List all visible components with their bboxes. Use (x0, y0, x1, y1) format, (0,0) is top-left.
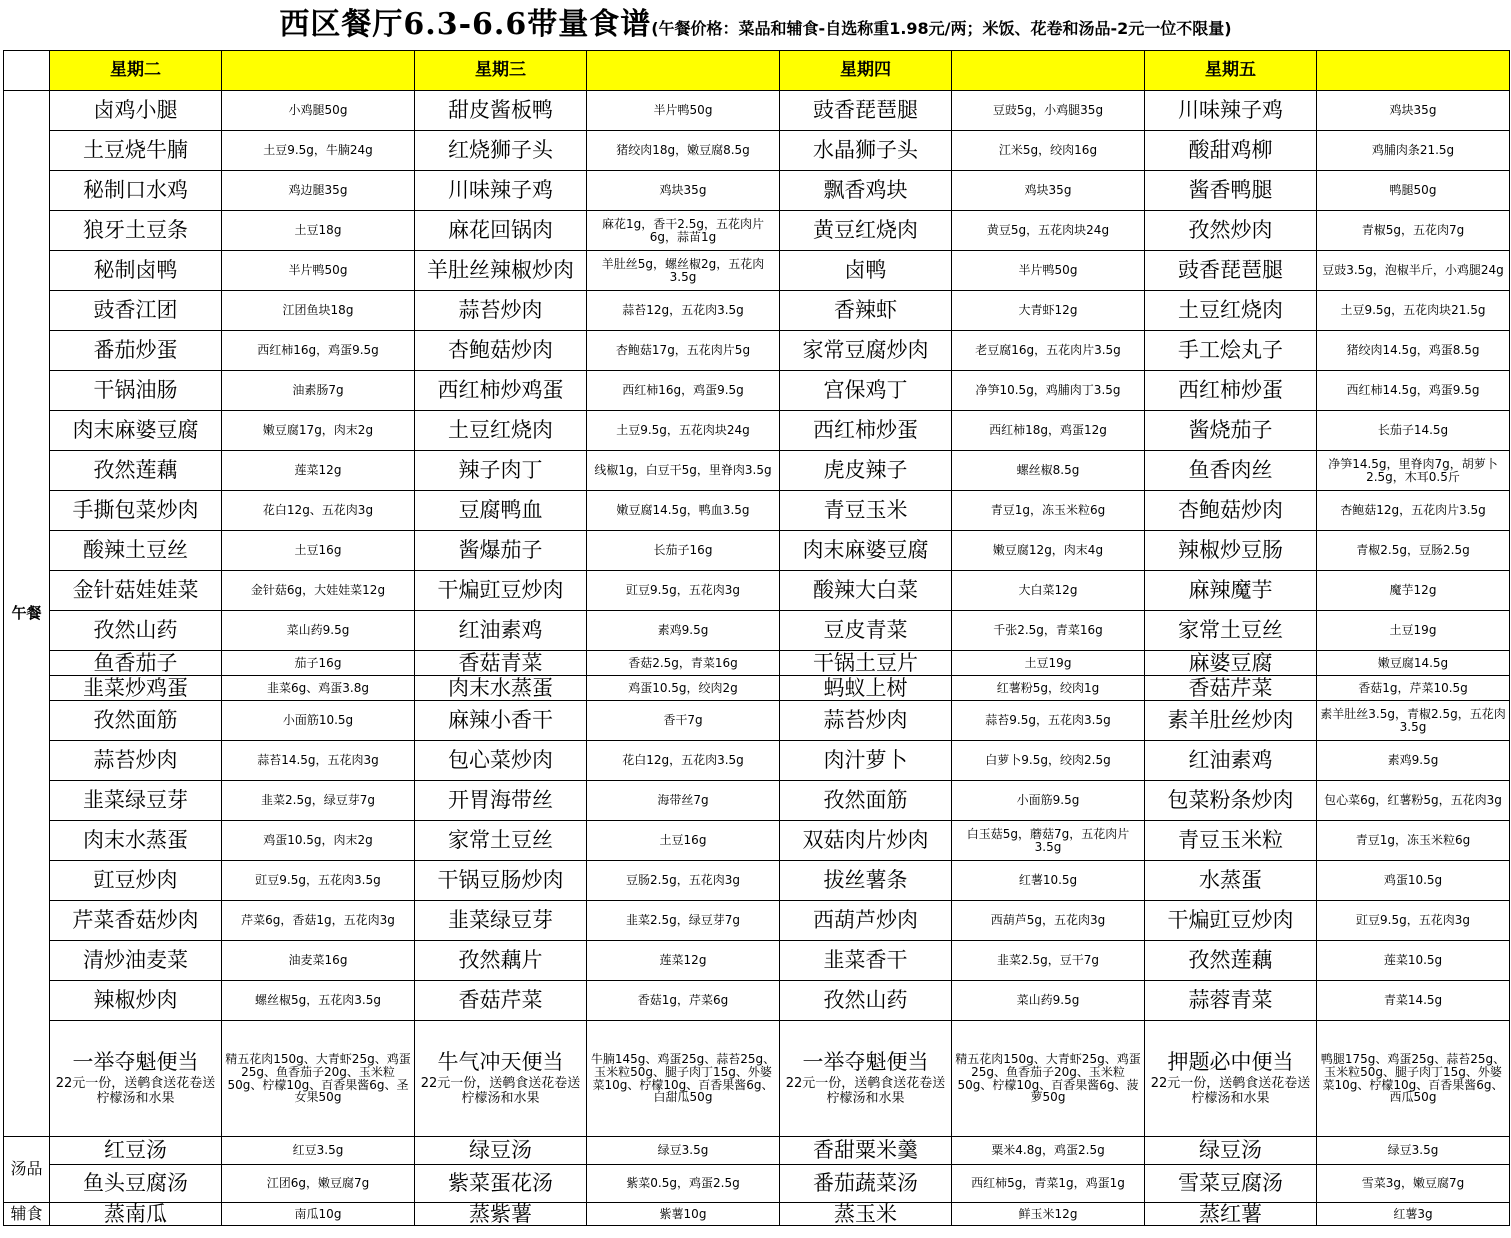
menu-row (4, 821, 1510, 861)
dish-name: 韭菜香干 (780, 941, 952, 981)
ingredient-amounts: 羊肚丝5g，螺丝椒2g，五花肉3.5g (587, 251, 780, 291)
ingredient-amounts: 香菇2.5g，青菜16g (587, 651, 780, 676)
ingredient-amounts: 香干7g (587, 701, 780, 741)
ingredient-amounts: 蒜苔9.5g，五花肉3.5g (952, 701, 1145, 741)
dish-name: 西葫芦炒肉 (780, 901, 952, 941)
ingredient-amounts: 红薯粉5g，绞肉1g (952, 676, 1145, 701)
bento-cell (1145, 1021, 1317, 1137)
menu-row (4, 981, 1510, 1021)
dish-name: 水晶狮子头 (780, 131, 952, 171)
dish-name: 卤鸡小腿 (50, 91, 222, 131)
menu-row (4, 171, 1510, 211)
menu-row (4, 701, 1510, 741)
ingredient-amounts: 猪绞肉14.5g，鸡蛋8.5g (1317, 331, 1510, 371)
bento-cell (780, 1021, 952, 1137)
dish-name: 孜然面筋 (50, 701, 222, 741)
dish-name: 孜然山药 (780, 981, 952, 1021)
dish-name: 豉香琵琶腿 (780, 91, 952, 131)
ingredient-amounts: 鸡蛋10.5g (1317, 861, 1510, 901)
bento-ingredients: 精五花肉150g、大青虾25g、鸡蛋25g、鱼香茄子20g、玉米粒50g、柠檬10g、百香果酱6g、菠萝50g (952, 1021, 1145, 1137)
ingredient-amounts: 莲菜12g (222, 451, 415, 491)
dish-name: 酱爆茄子 (415, 531, 587, 571)
dish-name: 孜然面筋 (780, 781, 952, 821)
ingredient-amounts: 豆豉3.5g，泡椒半斤，小鸡腿24g (1317, 251, 1510, 291)
dish-name: 麻辣魔芋 (1145, 571, 1317, 611)
ingredient-amounts: 青椒2.5g，豆肠2.5g (1317, 531, 1510, 571)
dish-name: 麻婆豆腐 (1145, 651, 1317, 676)
ingredient-amounts: 素鸡9.5g (587, 611, 780, 651)
ingredient-amounts: 豇豆9.5g，五花肉3g (587, 571, 780, 611)
ingredient-amounts: 土豆9.5g，五花肉块24g (587, 411, 780, 451)
menu-row (4, 611, 1510, 651)
dish-name: 番茄炒蛋 (50, 331, 222, 371)
ingredient-amounts: 猪绞肉18g，嫩豆腐8.5g (587, 131, 780, 171)
ingredient-amounts: 雪菜3g，嫩豆腐7g (1317, 1165, 1510, 1203)
menu-row (4, 251, 1510, 291)
ingredient-amounts: 白萝卜9.5g，绞肉2.5g (952, 741, 1145, 781)
menu-row (4, 331, 1510, 371)
menu-row (4, 941, 1510, 981)
ingredient-amounts: 杏鲍菇12g，五花肉片3.5g (1317, 491, 1510, 531)
ingredient-amounts: 鸡脯肉条21.5g (1317, 131, 1510, 171)
ingredient-amounts: 蒜苔14.5g，五花肉3g (222, 741, 415, 781)
ingredient-amounts: 长茄子16g (587, 531, 780, 571)
dish-name: 蒜苔炒肉 (780, 701, 952, 741)
dish-name: 红烧狮子头 (415, 131, 587, 171)
day-header-blank (952, 51, 1145, 91)
dish-name: 孜然莲藕 (1145, 941, 1317, 981)
ingredient-amounts: 鸭腿50g (1317, 171, 1510, 211)
menu-row (4, 531, 1510, 571)
dish-name: 鱼香茄子 (50, 651, 222, 676)
ingredient-amounts: 土豆9.5g，五花肉块21.5g (1317, 291, 1510, 331)
ingredient-amounts: 韭菜2.5g，绿豆芽7g (222, 781, 415, 821)
menu-title (0, 0, 1511, 50)
ingredient-amounts: 油素肠7g (222, 371, 415, 411)
ingredient-amounts: 西葫芦5g，五花肉3g (952, 901, 1145, 941)
ingredient-amounts: 包心菜6g，红薯粉5g，五花肉3g (1317, 781, 1510, 821)
day-header-blank (587, 51, 780, 91)
ingredient-amounts: 红豆3.5g (222, 1137, 415, 1165)
ingredient-amounts: 鸡块35g (587, 171, 780, 211)
dish-name: 豉香江团 (50, 291, 222, 331)
ingredient-amounts: 老豆腐16g，五花肉片3.5g (952, 331, 1145, 371)
bento-name: 牛气冲天便当 (437, 1049, 564, 1074)
ingredient-amounts: 香菇1g，芹菜10.5g (1317, 676, 1510, 701)
dish-name: 鱼香肉丝 (1145, 451, 1317, 491)
ingredient-amounts: 青豆1g，冻玉米粒6g (952, 491, 1145, 531)
menu-row (4, 91, 1510, 131)
ingredient-amounts: 线椒1g，白豆干5g，里脊肉3.5g (587, 451, 780, 491)
dish-name: 酸辣土豆丝 (50, 531, 222, 571)
dish-name: 蒸红薯 (1145, 1203, 1317, 1226)
menu-table (3, 50, 1510, 1226)
dish-name: 青豆玉米 (780, 491, 952, 531)
ingredient-amounts: 青豆1g，冻玉米粒6g (1317, 821, 1510, 861)
menu-row (4, 741, 1510, 781)
dish-name: 手撕包菜炒肉 (50, 491, 222, 531)
dish-name: 干煸豇豆炒肉 (415, 571, 587, 611)
ingredient-amounts: 芹菜6g，香菇1g，五花肉3g (222, 901, 415, 941)
ingredient-amounts: 豆豉5g，小鸡腿35g (952, 91, 1145, 131)
ingredient-amounts: 紫薯10g (587, 1203, 780, 1226)
dish-name: 豉香琵琶腿 (1145, 251, 1317, 291)
dish-name: 肉末麻婆豆腐 (50, 411, 222, 451)
dish-name: 酸甜鸡柳 (1145, 131, 1317, 171)
menu-row (4, 1165, 1510, 1203)
ingredient-amounts: 豇豆9.5g，五花肉3g (1317, 901, 1510, 941)
dish-name: 家常土豆丝 (1145, 611, 1317, 651)
ingredient-amounts: 南瓜10g (222, 1203, 415, 1226)
ingredient-amounts: 千张2.5g，青菜16g (952, 611, 1145, 651)
dish-name: 川味辣子鸡 (415, 171, 587, 211)
dish-name: 香菇芹菜 (1145, 676, 1317, 701)
bento-price: 22元一份，送鹌食送花卷送柠檬汤和水果 (1150, 1075, 1311, 1106)
category-label: 汤品 (4, 1137, 50, 1203)
ingredient-amounts: 鸡蛋10.5g，绞肉2g (587, 676, 780, 701)
ingredient-amounts: 嫩豆腐17g，肉末2g (222, 411, 415, 451)
dish-name: 孜然藕片 (415, 941, 587, 981)
menu-row (4, 131, 1510, 171)
bento-cell (415, 1021, 587, 1137)
ingredient-amounts: 西红柿18g，鸡蛋12g (952, 411, 1145, 451)
menu-row (4, 651, 1510, 676)
dish-name: 肉末水蒸蛋 (50, 821, 222, 861)
dish-name: 包心菜炒肉 (415, 741, 587, 781)
menu-row (4, 371, 1510, 411)
dish-name: 金针菇娃娃菜 (50, 571, 222, 611)
dish-name: 蒜苔炒肉 (415, 291, 587, 331)
dish-name: 紫菜蛋花汤 (415, 1165, 587, 1203)
dish-name: 土豆红烧肉 (415, 411, 587, 451)
dish-name: 卤鸭 (780, 251, 952, 291)
bento-price: 22元一份，送鹌食送花卷送柠檬汤和水果 (55, 1075, 216, 1106)
ingredient-amounts: 大白菜12g (952, 571, 1145, 611)
menu-row (4, 491, 1510, 531)
dish-name: 川味辣子鸡 (1145, 91, 1317, 131)
dish-name: 杏鲍菇炒肉 (415, 331, 587, 371)
dish-name: 韭菜绿豆芽 (50, 781, 222, 821)
dish-name: 黄豆红烧肉 (780, 211, 952, 251)
ingredient-amounts: 江团鱼块18g (222, 291, 415, 331)
dish-name: 虎皮辣子 (780, 451, 952, 491)
bento-price: 22元一份，送鹌食送花卷送柠檬汤和水果 (420, 1075, 581, 1106)
ingredient-amounts: 魔芋12g (1317, 571, 1510, 611)
menu-row (4, 571, 1510, 611)
bento-cell (50, 1021, 222, 1137)
ingredient-amounts: 菜山药9.5g (222, 611, 415, 651)
ingredient-amounts: 土豆9.5g，牛腩24g (222, 131, 415, 171)
dish-name: 豇豆炒肉 (50, 861, 222, 901)
category-label: 午餐 (4, 91, 50, 1137)
menu-row (4, 411, 1510, 451)
dish-name: 宫保鸡丁 (780, 371, 952, 411)
ingredient-amounts: 土豆16g (587, 821, 780, 861)
dish-name: 素羊肚丝炒肉 (1145, 701, 1317, 741)
dish-name: 雪菜豆腐汤 (1145, 1165, 1317, 1203)
dish-name: 手工烩丸子 (1145, 331, 1317, 371)
ingredient-amounts: 豇豆9.5g，五花肉3.5g (222, 861, 415, 901)
dish-name: 韭菜炒鸡蛋 (50, 676, 222, 701)
dish-name: 水蒸蛋 (1145, 861, 1317, 901)
ingredient-amounts: 土豆16g (222, 531, 415, 571)
menu-row (4, 291, 1510, 331)
dish-name: 麻辣小香干 (415, 701, 587, 741)
ingredient-amounts: 嫩豆腐12g，肉末4g (952, 531, 1145, 571)
menu-body (4, 91, 1510, 1226)
ingredient-amounts: 莲菜10.5g (1317, 941, 1510, 981)
ingredient-amounts: 江米5g，绞肉16g (952, 131, 1145, 171)
bento-name: 一举夺魁便当 (72, 1049, 199, 1074)
menu-row (4, 1137, 1510, 1165)
dish-name: 香菇芹菜 (415, 981, 587, 1021)
menu-row (4, 861, 1510, 901)
ingredient-amounts: 鸡块35g (952, 171, 1145, 211)
dish-name: 飘香鸡块 (780, 171, 952, 211)
menu-row (4, 676, 1510, 701)
day-header-blank (1317, 51, 1510, 91)
dish-name: 土豆烧牛腩 (50, 131, 222, 171)
ingredient-amounts: 小面筋9.5g (952, 781, 1145, 821)
dish-name: 红油素鸡 (1145, 741, 1317, 781)
dish-name: 豆腐鸭血 (415, 491, 587, 531)
ingredient-amounts: 绿豆3.5g (1317, 1137, 1510, 1165)
dish-name: 西红柿炒鸡蛋 (415, 371, 587, 411)
ingredient-amounts: 小鸡腿50g (222, 91, 415, 131)
dish-name: 蒸紫薯 (415, 1203, 587, 1226)
ingredient-amounts: 青菜14.5g (1317, 981, 1510, 1021)
dish-name: 秘制口水鸡 (50, 171, 222, 211)
ingredient-amounts: 长茄子14.5g (1317, 411, 1510, 451)
ingredient-amounts: 土豆19g (952, 651, 1145, 676)
day-header-blank (222, 51, 415, 91)
dish-name: 韭菜绿豆芽 (415, 901, 587, 941)
ingredient-amounts: 韭菜6g、鸡蛋3.8g (222, 676, 415, 701)
title-main: 西区餐厅6.3-6.6带量食谱 (279, 7, 652, 42)
bento-price: 22元一份，送鹌食送花卷送柠檬汤和水果 (785, 1075, 946, 1106)
dish-name: 青豆玉米粒 (1145, 821, 1317, 861)
dish-name: 鱼头豆腐汤 (50, 1165, 222, 1203)
dish-name: 酱烧茄子 (1145, 411, 1317, 451)
menu-row (4, 781, 1510, 821)
ingredient-amounts: 香菇1g，芹菜6g (587, 981, 780, 1021)
dish-name: 蚂蚁上树 (780, 676, 952, 701)
dish-name: 绿豆汤 (415, 1137, 587, 1165)
dish-name: 豆皮青菜 (780, 611, 952, 651)
dish-name: 西红柿炒蛋 (780, 411, 952, 451)
ingredient-amounts: 半片鸭50g (952, 251, 1145, 291)
dish-name: 香菇青菜 (415, 651, 587, 676)
dish-name: 羊肚丝辣椒炒肉 (415, 251, 587, 291)
ingredient-amounts: 净笋10.5g，鸡脯肉丁3.5g (952, 371, 1145, 411)
dish-name: 辣椒炒肉 (50, 981, 222, 1021)
category-label: 辅食 (4, 1203, 50, 1226)
bento-ingredients: 牛腩145g、鸡蛋25g、蒜苔25g、玉米粒50g、腿子肉丁15g、外婆菜10g、柠檬10g、百香果酱6g、白甜瓜50g (587, 1021, 780, 1137)
bento-ingredients: 精五花肉150g、大青虾25g、鸡蛋25g、鱼香茄子20g、玉米粒50g、柠檬10g、百香果酱6g、圣女果50g (222, 1021, 415, 1137)
ingredient-amounts: 菜山药9.5g (952, 981, 1145, 1021)
day-header: 星期二 (50, 51, 222, 91)
ingredient-amounts: 花白12g，五花肉3.5g (587, 741, 780, 781)
dish-name: 拔丝薯条 (780, 861, 952, 901)
dish-name: 香甜粟米羹 (780, 1137, 952, 1165)
bento-name: 押题必中便当 (1167, 1049, 1294, 1074)
dish-name: 红油素鸡 (415, 611, 587, 651)
dish-name: 蒜苔炒肉 (50, 741, 222, 781)
ingredient-amounts: 江团6g，嫩豆腐7g (222, 1165, 415, 1203)
ingredient-amounts: 麻花1g，香干2.5g，五花肉片6g，蒜苗1g (587, 211, 780, 251)
ingredient-amounts: 黄豆5g，五花肉块24g (952, 211, 1145, 251)
bento-ingredients: 鸭腿175g、鸡蛋25g、蒜苔25g、玉米粒50g、腿子肉丁15g、外婆菜10g、柠檬10g、百香果酱6g、西瓜50g (1317, 1021, 1510, 1137)
dish-name: 酱香鸭腿 (1145, 171, 1317, 211)
ingredient-amounts: 绿豆3.5g (587, 1137, 780, 1165)
dish-name: 芹菜香菇炒肉 (50, 901, 222, 941)
ingredient-amounts: 素羊肚丝3.5g，青椒2.5g，五花肉3.5g (1317, 701, 1510, 741)
ingredient-amounts: 蒜苔12g，五花肉3.5g (587, 291, 780, 331)
ingredient-amounts: 杏鲍菇17g，五花肉片5g (587, 331, 780, 371)
ingredient-amounts: 嫩豆腐14.5g，鸭血3.5g (587, 491, 780, 531)
ingredient-amounts: 西红柿16g，鸡蛋9.5g (222, 331, 415, 371)
ingredient-amounts: 海带丝7g (587, 781, 780, 821)
ingredient-amounts: 素鸡9.5g (1317, 741, 1510, 781)
ingredient-amounts: 鸡蛋10.5g，肉末2g (222, 821, 415, 861)
ingredient-amounts: 半片鸭50g (587, 91, 780, 131)
ingredient-amounts: 红薯3g (1317, 1203, 1510, 1226)
dish-name: 麻花回锅肉 (415, 211, 587, 251)
dish-name: 西红柿炒蛋 (1145, 371, 1317, 411)
ingredient-amounts: 小面筋10.5g (222, 701, 415, 741)
dish-name: 双菇肉片炒肉 (780, 821, 952, 861)
ingredient-amounts: 韭菜2.5g，绿豆芽7g (587, 901, 780, 941)
ingredient-amounts: 半片鸭50g (222, 251, 415, 291)
ingredient-amounts: 花白12g、五花肉3g (222, 491, 415, 531)
title-price-note: (午餐价格：菜品和辅食-自选称重1.98元/两；米饭、花卷和汤品-2元一位不限量) (651, 19, 1232, 38)
dish-name: 香辣虾 (780, 291, 952, 331)
ingredient-amounts: 净笋14.5g，里脊肉7g，胡萝卜2.5g，木耳0.5斤 (1317, 451, 1510, 491)
ingredient-amounts: 粟米4.8g，鸡蛋2.5g (952, 1137, 1145, 1165)
dish-name: 开胃海带丝 (415, 781, 587, 821)
dish-name: 甜皮酱板鸭 (415, 91, 587, 131)
bento-name: 一举夺魁便当 (802, 1049, 929, 1074)
dish-name: 狼牙土豆条 (50, 211, 222, 251)
ingredient-amounts: 西红柿5g，青菜1g，鸡蛋1g (952, 1165, 1145, 1203)
ingredient-amounts: 白玉菇5g，蘑菇7g，五花肉片3.5g (952, 821, 1145, 861)
ingredient-amounts: 青椒5g，五花肉7g (1317, 211, 1510, 251)
dish-name: 秘制卤鸭 (50, 251, 222, 291)
dish-name: 杏鲍菇炒肉 (1145, 491, 1317, 531)
dish-name: 辣椒炒豆肠 (1145, 531, 1317, 571)
bento-row (4, 1021, 1510, 1137)
ingredient-amounts: 莲菜12g (587, 941, 780, 981)
menu-row (4, 1203, 1510, 1226)
ingredient-amounts: 西红柿14.5g，鸡蛋9.5g (1317, 371, 1510, 411)
ingredient-amounts: 螺丝椒5g，五花肉3.5g (222, 981, 415, 1021)
dish-name: 红豆汤 (50, 1137, 222, 1165)
ingredient-amounts: 红薯10.5g (952, 861, 1145, 901)
dish-name: 干锅土豆片 (780, 651, 952, 676)
corner-cell (4, 51, 50, 91)
ingredient-amounts: 鲜玉米12g (952, 1203, 1145, 1226)
day-header: 星期三 (415, 51, 587, 91)
menu-row (4, 211, 1510, 251)
ingredient-amounts: 鸡边腿35g (222, 171, 415, 211)
ingredient-amounts: 大青虾12g (952, 291, 1145, 331)
ingredient-amounts: 油麦菜16g (222, 941, 415, 981)
ingredient-amounts: 豆肠2.5g，五花肉3g (587, 861, 780, 901)
dish-name: 辣子肉丁 (415, 451, 587, 491)
dish-name: 绿豆汤 (1145, 1137, 1317, 1165)
ingredient-amounts: 韭菜2.5g，豆干7g (952, 941, 1145, 981)
dish-name: 干煸豇豆炒肉 (1145, 901, 1317, 941)
menu-row (4, 451, 1510, 491)
dish-name: 番茄蔬菜汤 (780, 1165, 952, 1203)
dish-name: 孜然莲藕 (50, 451, 222, 491)
ingredient-amounts: 螺丝椒8.5g (952, 451, 1145, 491)
ingredient-amounts: 茄子16g (222, 651, 415, 676)
header-row (4, 51, 1510, 91)
ingredient-amounts: 金针菇6g，大娃娃菜12g (222, 571, 415, 611)
ingredient-amounts: 紫菜0.5g，鸡蛋2.5g (587, 1165, 780, 1203)
dish-name: 蒸南瓜 (50, 1203, 222, 1226)
ingredient-amounts: 西红柿16g，鸡蛋9.5g (587, 371, 780, 411)
dish-name: 肉汁萝卜 (780, 741, 952, 781)
dish-name: 酸辣大白菜 (780, 571, 952, 611)
ingredient-amounts: 嫩豆腐14.5g (1317, 651, 1510, 676)
dish-name: 孜然山药 (50, 611, 222, 651)
ingredient-amounts: 鸡块35g (1317, 91, 1510, 131)
ingredient-amounts: 土豆19g (1317, 611, 1510, 651)
dish-name: 干锅油肠 (50, 371, 222, 411)
dish-name: 家常豆腐炒肉 (780, 331, 952, 371)
dish-name: 干锅豆肠炒肉 (415, 861, 587, 901)
ingredient-amounts: 土豆18g (222, 211, 415, 251)
menu-row (4, 901, 1510, 941)
dish-name: 孜然炒肉 (1145, 211, 1317, 251)
dish-name: 包菜粉条炒肉 (1145, 781, 1317, 821)
day-header: 星期五 (1145, 51, 1317, 91)
dish-name: 肉末麻婆豆腐 (780, 531, 952, 571)
dish-name: 蒸玉米 (780, 1203, 952, 1226)
dish-name: 土豆红烧肉 (1145, 291, 1317, 331)
day-header: 星期四 (780, 51, 952, 91)
dish-name: 肉末水蒸蛋 (415, 676, 587, 701)
dish-name: 家常土豆丝 (415, 821, 587, 861)
dish-name: 蒜蓉青菜 (1145, 981, 1317, 1021)
dish-name: 清炒油麦菜 (50, 941, 222, 981)
